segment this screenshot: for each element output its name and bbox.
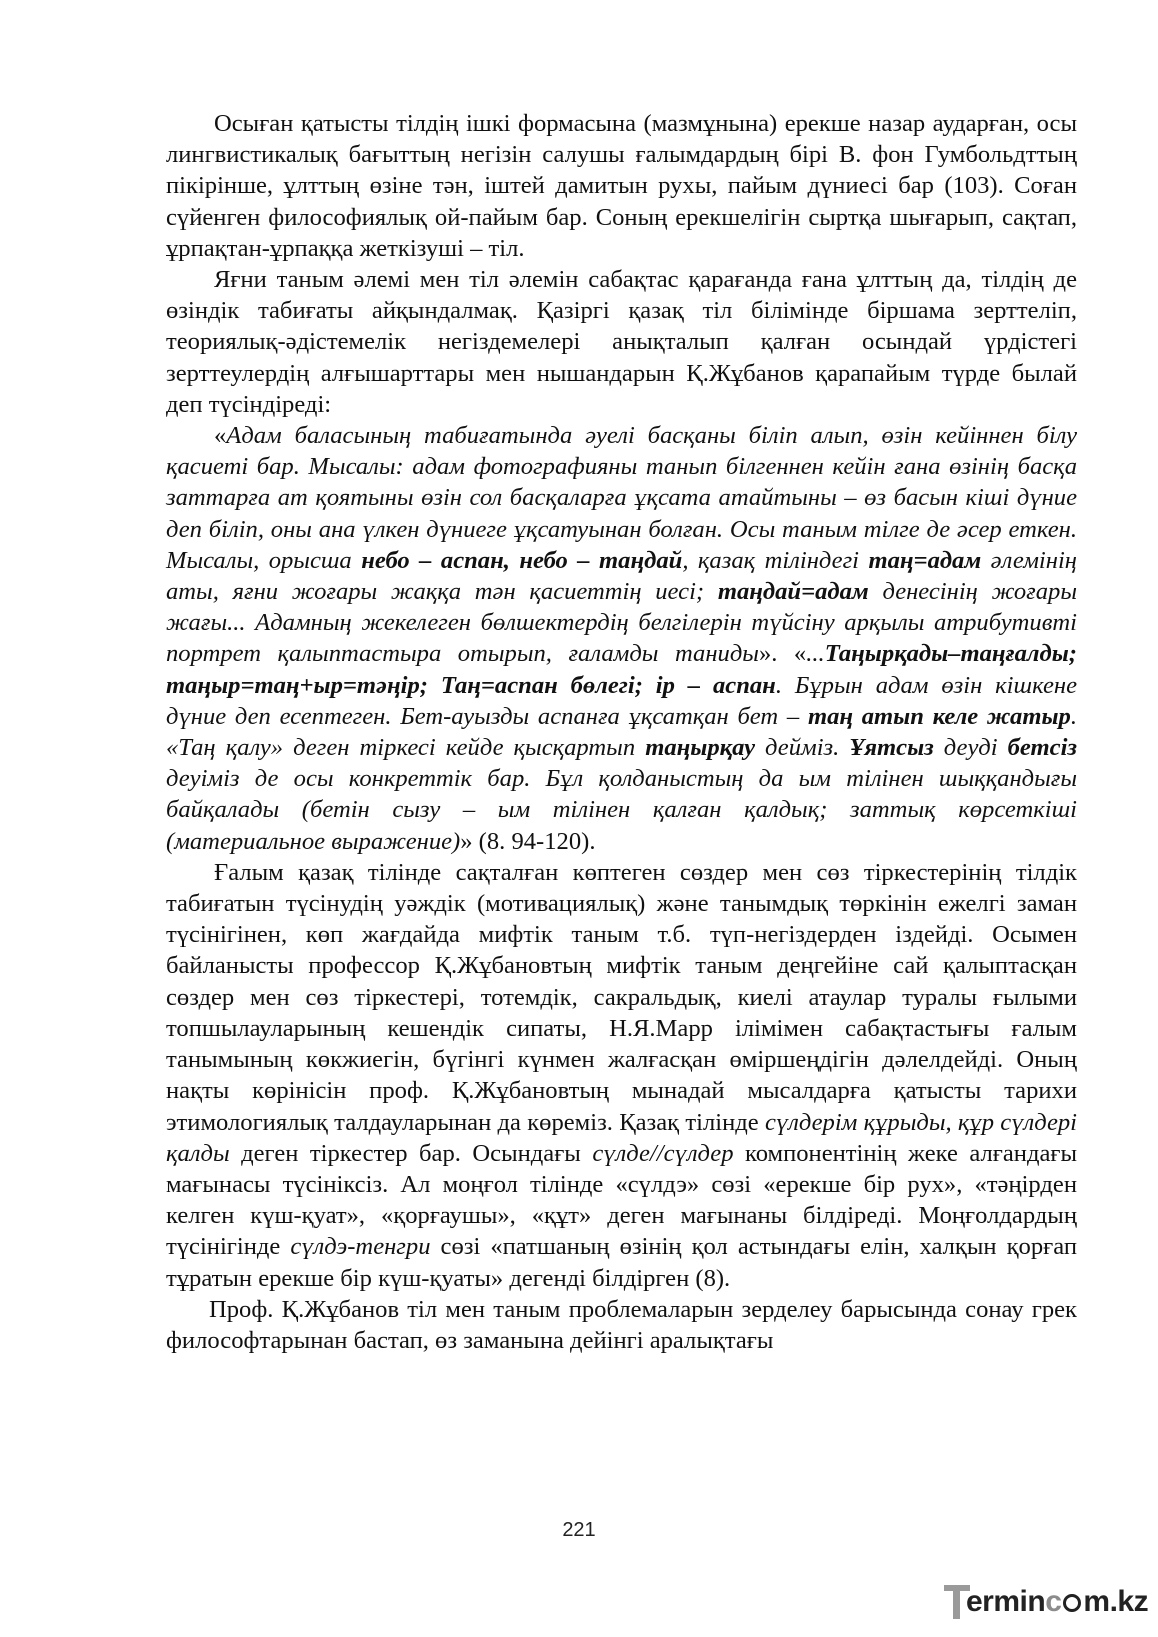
quote-bold: таң=адам	[868, 546, 982, 574]
quote-text: дейміз.	[754, 734, 850, 762]
paragraph-4-text: Ғалым қазақ тілінде сақталған көптеген сөздер мен сөз тіркестерінің тілдік табиғатын түсінудің уәждік (мотивациялық) және танымдық төркінін ежелгі заман түсінігінен, көп жағдайда мифтік таным т.б. түп-негіздерден іздейді. Осымен байланысты профессор Қ.Жұбановтың мифтік таным деңгейіне сай қалыптасқан сөздер мен сөз тіркестері, тотемдік, сакральдық, киелі атаулар туралы ғылыми топшылауларының кешендік сипаты, Н.Я.Марр ілімімен сабақтастығы ғалым танымының көкжиегін, бүгінгі күнмен жалғасқан өміршеңдігін дәлелдейді. Оның нақты көрінісін проф. Қ.Жұбановтың мынадай мысалдарға қатысты тарихи этимологиялық талдауларынан да көреміз. Қазақ тілінде	[166, 858, 1077, 1136]
quote-bold: небо – аспан, небо – таңдай	[361, 546, 683, 574]
quote-text: деуді	[933, 734, 1008, 762]
body-text	[166, 108, 1077, 1356]
quote-bold: Таңырқады–таңғалды; таңыр=таң+ыр=тәңір; Таң=аспан бөлегі; ір – аспан	[166, 640, 1077, 699]
paragraph-4-text: деген тіркестер бар. Осындағы	[229, 1139, 593, 1167]
quote-close: ». «	[758, 640, 807, 668]
logo-text-part2: m.kz	[1083, 1585, 1149, 1618]
paragraph-4	[166, 857, 1077, 1294]
logo-ring-icon	[1063, 1594, 1081, 1612]
quote-bold: бетсіз	[1007, 734, 1077, 762]
quote-text: әлемінің аты, яғни жоғары жаққа тән қасиеттің иесі;	[166, 546, 1077, 606]
quote-text: . «Таң қалу» деген тіркесі кейде қысқартып	[166, 702, 1077, 762]
logo-wordmark	[966, 1585, 1148, 1619]
quote-open: «	[214, 422, 227, 450]
quotation-paragraph	[166, 420, 1077, 857]
quote-text: , қазақ тіліндегі	[682, 546, 869, 574]
paragraph-4-text: сөзі «патшаның өзінің қол астындағы елін, халқын қорғап тұратын ерекше бір күш-қуаты» дегенді білдірген (8).	[166, 1233, 1077, 1292]
terminco-logo	[944, 1583, 1149, 1623]
quote-text: ...	[806, 640, 825, 668]
logo-c-letter: c	[1045, 1585, 1062, 1618]
quote-bold: таңырқау	[645, 734, 755, 762]
paragraph-5: Проф. Қ.Жұбанов тіл мен таным проблемаларын зерделеу барысында сонау грек философтарынан бастап, өз заманына дейінгі аралықтағы	[166, 1295, 1077, 1354]
paragraph-4-italic: сүлдерім құрыды, құр сүлдері қалды	[166, 1108, 1077, 1167]
quote-text: Адам баласының табиғатында әуелі басқаны біліп алып, өзін кейіннен білу қасиеті бар. Мысалы: адам фотографияны танып білгеннен кейін ғана өзінің басқа заттарға ат қоятыны өзін сол басқаларға ұқсата атайтыны – өз басын кіші дүние деп біліп, оны ана үлкен дүниеге ұқсатуынан болған. Осы таным тілге де әсер еткен. Мысалы, орысша	[166, 422, 1077, 574]
quote-bold: Ұятсыз	[849, 734, 934, 762]
page-number: 221	[562, 1519, 596, 1541]
paragraph-4-text: компонентінің жеке алғандағы мағынасы түсініксіз. Ал моңғол тілінде «сүлдэ» сөзі «ерекше бір рух», «тәңірден келген күш-қуат», «қорғаушы», «құт» деген мағынаны білдіреді. Моңғолдардың түсінігінде	[166, 1139, 1077, 1261]
quote-bold: таң атып келе жатыр	[807, 702, 1071, 730]
quote-text: . Бұрын адам өзін кішкене дүние деп есептеген. Бет-ауызды аспанға ұқсатқан бет –	[166, 671, 1077, 730]
paragraph-1: Осыған қатысты тілдің ішкі формасына (мазмұнына) ерекше назар аударған, осы лингвистикалық бағыттың негізін салушы ғалымдардың бірі В. фон Гумбольдттың пікірінше, ұлттың өзіне тән, іштей дамитын рухы, пайым дүниесі бар (103). Соған сүйенген философиялық ой-пайым бар. Соның ерекшелігін сыртқа шығарып, сақтап, ұрпақтан-ұрпаққа жеткізуші – тіл.	[166, 110, 1077, 262]
paragraph-4-italic: сүлдэ-тенгри	[290, 1233, 431, 1261]
paragraph-2: Яғни таным әлемі мен тіл әлемін сабақтас қарағанда ғана ұлттың да, тілдің де өзіндік табиғаты айқындалмақ. Қазіргі қазақ тіл білімінде біршама зерттеліп, теориялық-әдістемелік негіздемелері анықталып қалған осындай үрдістегі зерттеулердің алғышарттары мен нышандарын Қ.Жұбанов қарапайым түрде былай деп түсіндіреді:	[166, 266, 1077, 418]
quote-text: денесінің жоғары жағы... Адамның жекелеген бөлшектердің белгілерін түйсіну арқылы атрибутивті портрет қалыптастыра отырып, ғаламды таниды	[166, 578, 1077, 668]
quote-bold: таңдай=адам	[717, 578, 869, 606]
paragraph-4-italic: сүлде//сүлдер	[592, 1139, 734, 1167]
quote-citation: » (8. 94-120).	[460, 827, 596, 855]
quote-text: деуіміз де осы конкреттік бар. Бұл қолданыстың да ым тілінен шыққандығы байқалады (бетін сызу – ым тілінен қалған қалдық; заттық көрсеткіші (материальное выражение)	[166, 765, 1077, 855]
logo-text-part1: ermin	[966, 1585, 1046, 1618]
